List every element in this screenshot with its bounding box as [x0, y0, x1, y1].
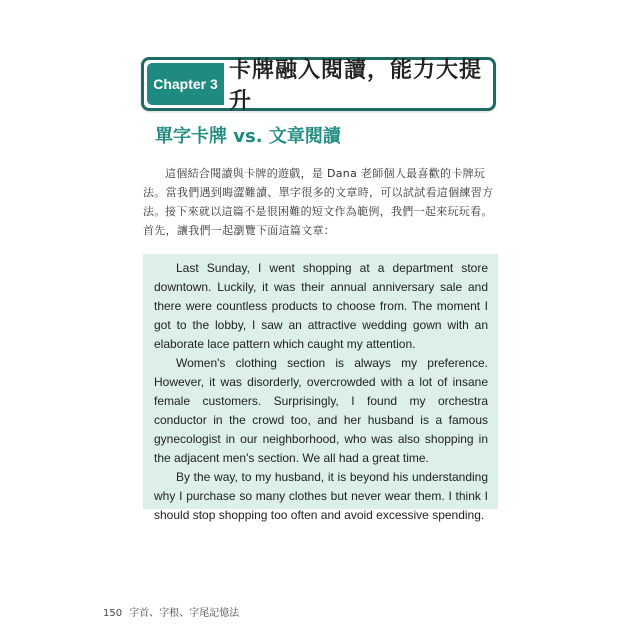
reading-passage	[143, 254, 498, 522]
section-title: 單字卡牌 vs. 文章閱讀	[155, 126, 341, 147]
reading-paragraph: Women's clothing section is always my preference. However, it was disorderly, overcrowded with a lot of insane female customers. Surprisingly, I found my orchestra conductor in the crowd too, and her husband is a famous gynecologist in our neighborhood, who was also shopping in the adjacent men's section. We all had a great time.	[154, 356, 488, 465]
reading-paragraph: Last Sunday, I went shopping at a department store downtown. Luckily, it was their annual anniversary sale and there were countless products to choose from. The moment I got to the lobby, I saw an attractive wedding gown with an elaborate lace pattern which caught my attention.	[154, 261, 488, 351]
chapter-title: 卡牌融入閱讀，能力大提升	[229, 58, 483, 114]
intro-paragraph: 接下來就以這篇不是很困難的短文作為範例，我們一起來玩玩看。首先，讓我們一起瀏覽下面這篇文章：	[143, 205, 493, 237]
chapter-label: Chapter 3	[147, 63, 224, 105]
reading-paragraph: By the way, to my husband, it is beyond his understanding why I purchase so many clothes but never wear them. I think I should stop shopping too often and avoid excessive spending.	[154, 470, 488, 522]
page-number: 150	[103, 608, 123, 619]
page-footer	[103, 604, 239, 619]
book-title: 字首、字根、字尾記憶法	[129, 608, 240, 619]
chapter-banner	[141, 57, 496, 114]
intro-paragraph: 這個結合閱讀與卡牌的遊戲，是 Dana 老師個人最喜歡的卡牌玩法。當我們遇到晦澀難讀、單字很多的文章時，可以試試看這個練習方法。	[143, 167, 494, 218]
